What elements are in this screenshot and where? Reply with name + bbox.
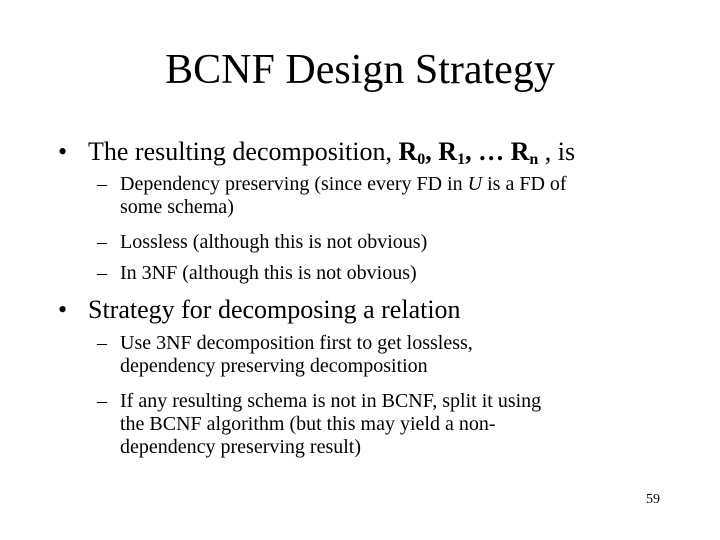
relation-r0: $R_0$,	[398, 137, 439, 168]
subbullet-text: Lossless (although this is not obvious)	[120, 231, 428, 253]
subbullet-marker: –	[97, 332, 107, 354]
slide-title: BCNF Design Strategy	[165, 47, 555, 93]
bullet-marker: •	[58, 137, 68, 166]
subbullet-text: If any resulting schema is not in BCNF, split it using the BCNF algorithm (but this may yield a non- dependency preserving result)	[120, 390, 542, 458]
bullet-text: Strategy for decomposing a relation	[88, 295, 461, 324]
bullet-marker: •	[58, 295, 68, 324]
bullet-tail: , is	[538, 137, 576, 166]
subbullet-marker: –	[97, 262, 107, 284]
bullet-intro: The resulting decomposition,	[88, 137, 399, 166]
subbullet-text: Use 3NF decomposition first to get lossless, dependency preserving decomposition	[120, 332, 473, 377]
subbullet-marker: –	[97, 173, 107, 195]
bullet-text	[88, 137, 575, 167]
subbullet-text: In 3NF (although this is not obvious)	[120, 262, 417, 284]
relation-rn: $R_n$	[510, 137, 539, 168]
subbullet-marker: –	[97, 390, 107, 412]
italic-u: U	[467, 173, 483, 195]
page-number: 59	[646, 492, 660, 507]
relation-r1: $R_1$, …	[438, 137, 511, 168]
subbullet-text: Dependency preserving (since every FD in U is a FD of some schema)	[120, 173, 567, 218]
subbullet-marker: –	[97, 231, 107, 253]
